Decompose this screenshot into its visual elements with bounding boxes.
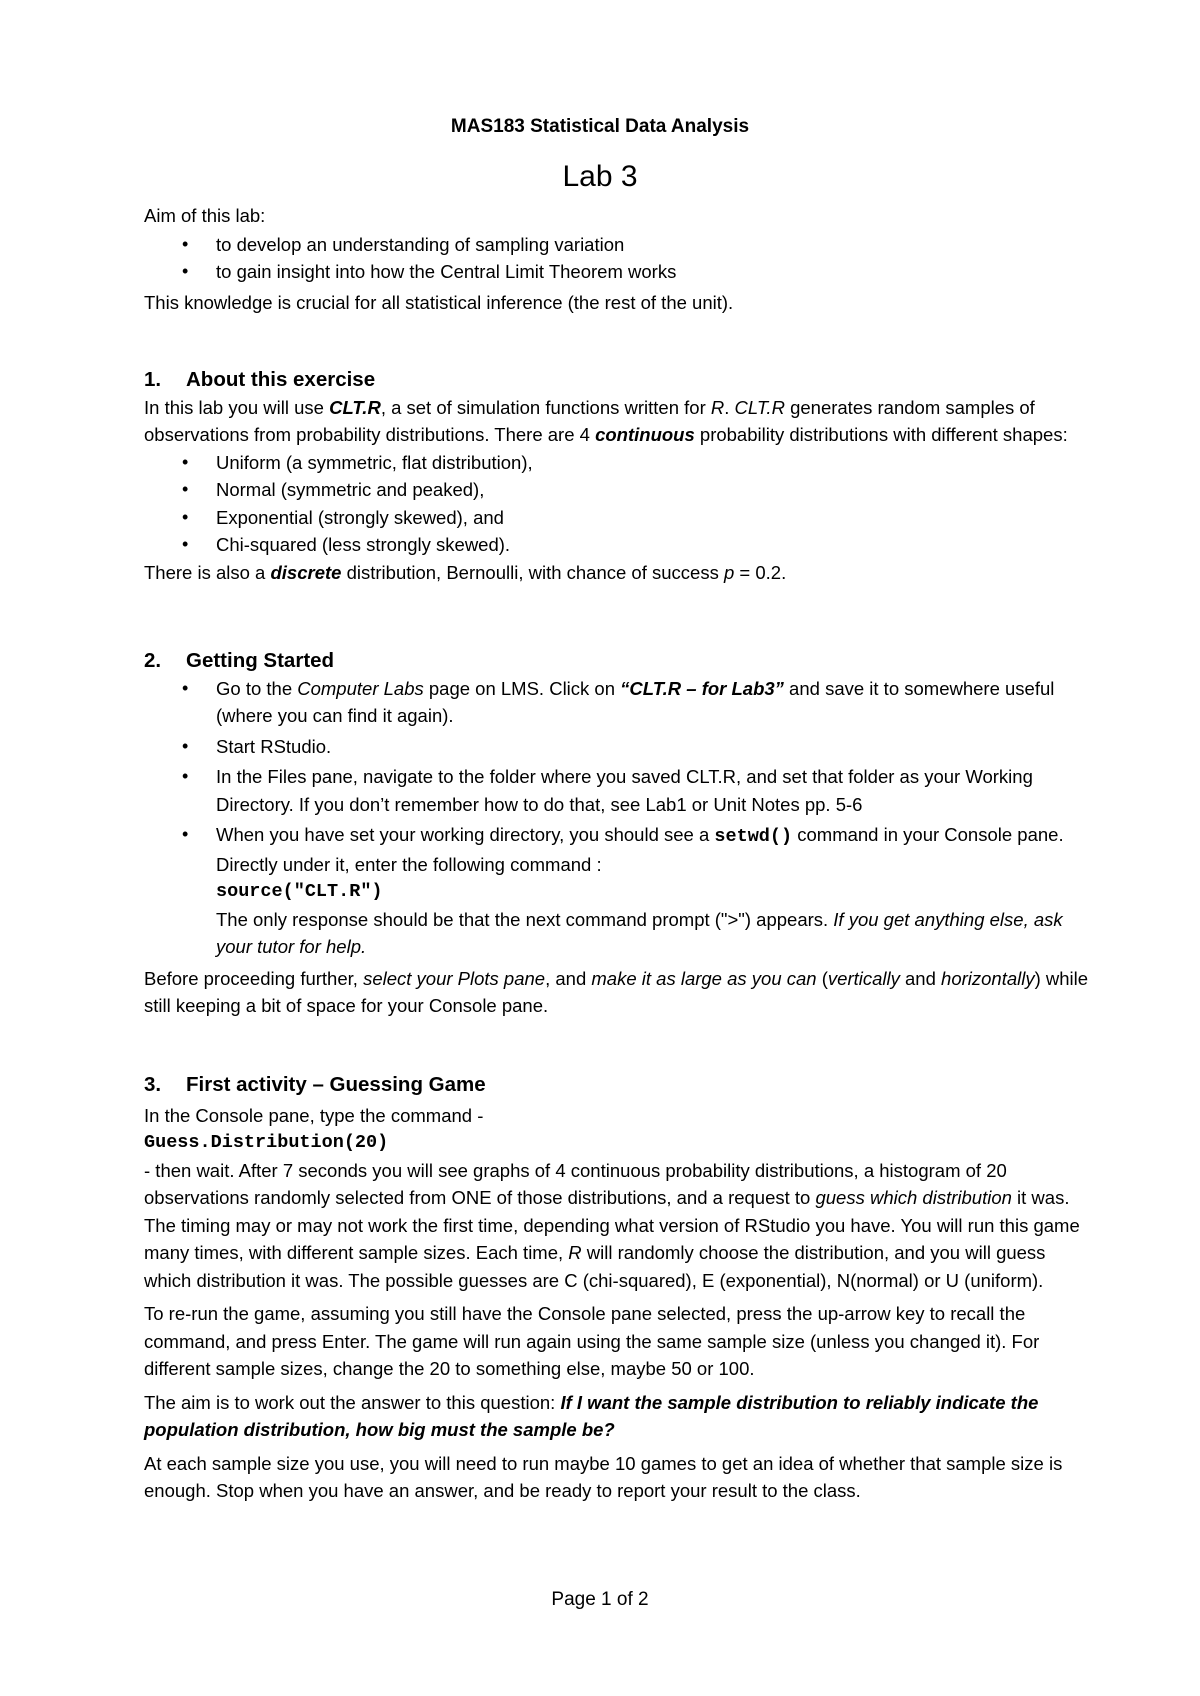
aim-item: • to gain insight into how the Central Limit Theorem works [144,258,1094,286]
section-1-paragraph: In this lab you will use CLT.R, a set of simulation functions written for R. CLT.R generates random samples of observations from probability distributions. There are 4 continuous probability distributions with different shapes: [144,396,1068,445]
section-title: First activity – Guessing Game [186,1073,486,1096]
step-item: • Go to the Computer Labs page on LMS. Click on “CLT.R – for Lab3” and save it to somewhere useful (where you can find it again). [144,675,1094,730]
aim-item: • to develop an understanding of sampling variation [144,231,1094,259]
section-number: 1. [144,368,162,391]
setwd-code: setwd() [714,826,793,847]
section-2 [144,647,1094,1020]
step-item: • In the Files pane, navigate to the folder where you saved CLT.R, and set that folder as your Working Directory. If you don’t remember how to do that, see Lab1 or Unit Notes pp. 5-6 [144,763,1094,818]
step-item: • When you have set your working directory, you should see a setwd() command in your Console pane. Directly under it, enter the following command : source("CLT.R") The only response should be that the next command prompt (">") appears. If you get anything else, ask your tutor for help. [144,821,1094,961]
aims-intro: Aim of this lab: [144,205,266,226]
guess-command: Guess.Distribution(20) [144,1132,389,1153]
section-number: 3. [144,1073,162,1096]
distribution-item: • Uniform (a symmetric, flat distribution), [144,449,1094,477]
distribution-item: • Chi-squared (less strongly skewed). [144,531,1094,559]
distribution-item: • Normal (symmetric and peaked), [144,476,1094,504]
aims-section [144,202,1094,316]
section-3-intro: In the Console pane, type the command - [144,1104,484,1126]
section-3 [144,1071,1094,1505]
aims-importance: This knowledge is crucial for all statistical inference (the rest of the unit). [144,291,734,313]
step-item: • Start RStudio. [144,733,1094,761]
sample-size-paragraph: At each sample size you use, you will need to run maybe 10 games to get an idea of whether that sample size is enough. Stop when you have an answer, and be ready to report your result to the class. [144,1452,1063,1501]
page-number: Page 1 of 2 [551,1589,649,1610]
section-1 [144,366,1094,586]
aim-question-paragraph: The aim is to work out the answer to this question: If I want the sample distribution to reliably indicate the population distribution, how big must the sample be? [144,1391,1039,1440]
section-title: Getting Started [186,649,335,672]
lab-title: Lab 3 [562,160,638,193]
clt-download-link[interactable]: “CLT.R – for Lab3” [620,677,784,699]
distribution-item: • Exponential (strongly skewed), and [144,504,1094,532]
source-command: source("CLT.R") [216,881,383,902]
section-1-heading [144,366,1094,394]
rerun-paragraph: To re-run the game, assuming you still have the Console pane selected, press the up-arrow key to recall the command, and press Enter. The game will run again using the same sample size (unless you changed it). For different sample sizes, change the 20 to something else, maybe 50 or 100. [144,1303,1040,1379]
section-3-paragraph: - then wait. After 7 seconds you will see graphs of 4 continuous probability distributions, a histogram of 20 observations randomly selected from ONE of those distributions, and a request to guess which distribution it was. The timing may or may not work the first time, depending what version of RStudio you have. You will run this game many times, with different sample sizes. Each time, R will randomly choose the distribution, and you will guess which distribution it was. The possible guesses are C (chi-squared), E (exponential), N(normal) or U (uniform). [144,1159,1080,1291]
section-2-heading [144,647,1094,675]
discrete-note: There is also a discrete distribution, Bernoulli, with chance of success p = 0.2. [144,561,787,583]
course-title: MAS183 Statistical Data Analysis [450,116,750,137]
section-title: About this exercise [186,368,376,391]
section-number: 2. [144,649,162,672]
before-proceeding-note: Before proceeding further, select your Plots pane, and make it as large as you can (vertically and horizontally) while still keeping a bit of space for your Console pane. [144,967,1089,1016]
section-3-heading [144,1071,1094,1099]
